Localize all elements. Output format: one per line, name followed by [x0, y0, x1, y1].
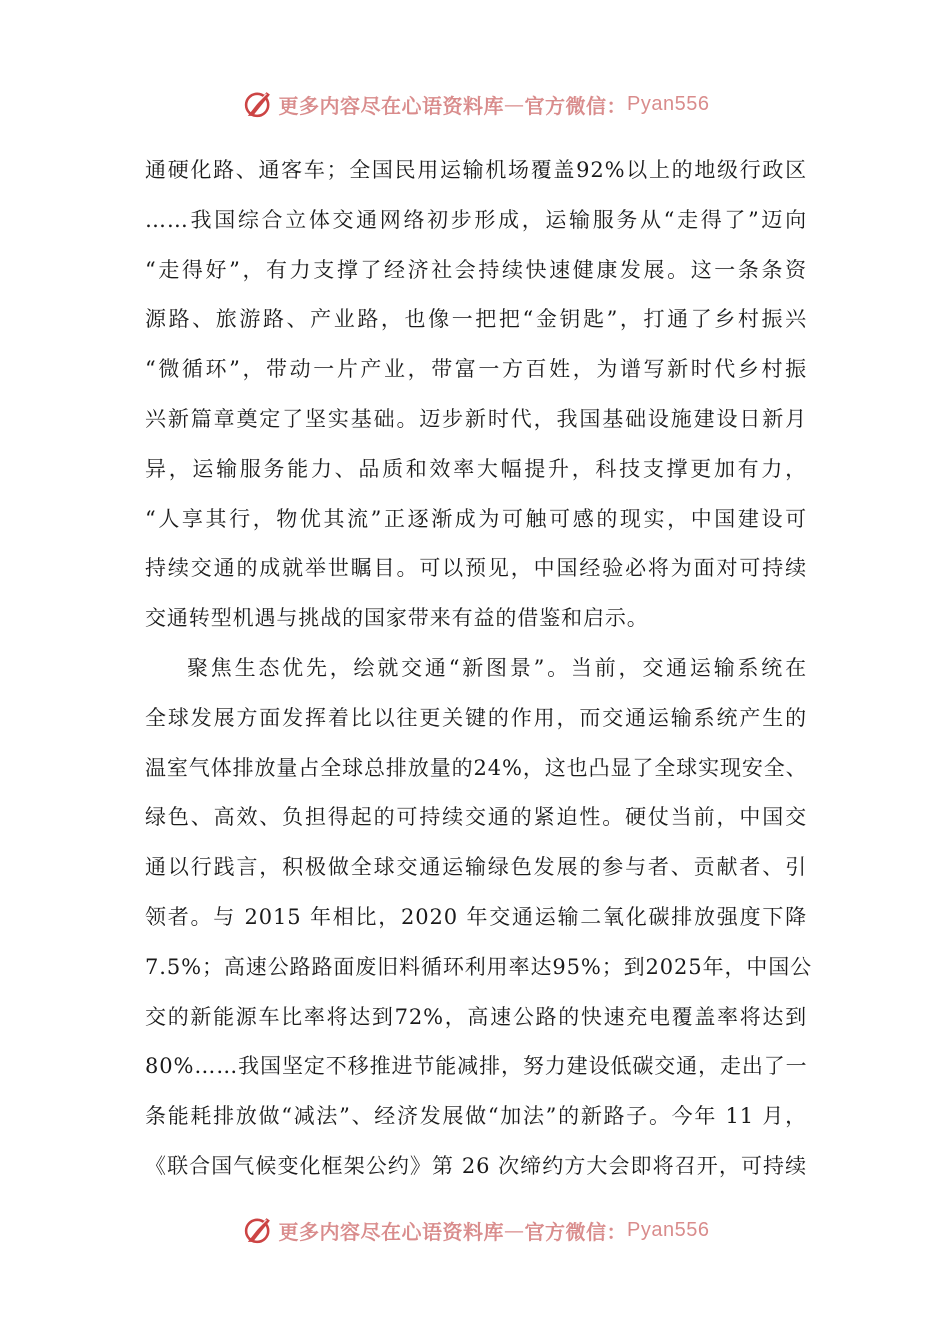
- text-line: 《联合国气候变化框架公约》第 26 次缔约方大会即将召开，可持续: [145, 1153, 807, 1178]
- text-line: “微循环”，带动一片产业，带富一方百姓，为谱写新时代乡村振: [145, 357, 807, 382]
- text-line: 兴新篇章奠定了坚实基础。迈步新时代，我国基础设施建设日新月: [145, 406, 807, 431]
- text-line: “人享其行，物优其流”正逐渐成为可触可感的现实，中国建设可: [145, 506, 807, 531]
- text-line: 通硬化路、通客车；全国民用运输机场覆盖92%以上的地级行政区: [145, 158, 807, 182]
- document-body: [145, 146, 813, 1192]
- quill-logo-icon: [241, 87, 275, 121]
- text-line: 绿色、高效、负担得起的可持续交通的紧迫性。硬仗当前，中国交: [145, 805, 807, 830]
- text-line: 领者。与 2015 年相比，2020 年交通运输二氧化碳排放强度下降: [145, 904, 807, 929]
- text-line: 7.5%；高速公路路面废旧料循环利用率达95%；到2025年，中国公: [145, 954, 813, 979]
- watermark-official-label: 官方微信：: [524, 93, 628, 118]
- watermark-wechat-id: Pyan556: [627, 92, 710, 115]
- text-line: ……我国综合立体交通网络初步形成，运输服务从“走得了”迈向: [145, 207, 807, 232]
- text-line: 源路、旅游路、产业路，也像一把把“金钥匙”，打通了乡村振兴: [145, 307, 807, 332]
- quill-logo-icon: [241, 1213, 275, 1247]
- text-line: 聚焦生态优先，绘就交通“新图景”。当前，交通运输系统在: [187, 655, 807, 680]
- text-line: 通以行践言，积极做全球交通运输绿色发展的参与者、贡献者、引: [145, 855, 807, 880]
- text-line: 条能耗排放做“减法”、经济发展做“加法”的新路子。今年 11 月，: [145, 1104, 807, 1129]
- watermark-wechat-id: Pyan556: [627, 1218, 710, 1241]
- text-line: 80%……我国坚定不移推进节能减排，努力建设低碳交通，走出了一: [145, 1054, 808, 1079]
- header-watermark: [0, 84, 950, 124]
- text-line: 交的新能源车比率将达到72%，高速公路的快速充电覆盖率将达到: [145, 1004, 807, 1029]
- text-line: “走得好”，有力支撑了经济社会持续快速健康发展。这一条条资: [145, 257, 807, 282]
- footer-watermark: [0, 1210, 950, 1250]
- text-line: 持续交通的成就举世瞩目。可以预见，中国经验必将为面对可持续: [145, 556, 807, 581]
- watermark-dash: —: [504, 92, 525, 116]
- watermark-brand: 更多内容尽在心语资料库: [278, 1219, 505, 1244]
- watermark-official-label: 官方微信：: [524, 1219, 628, 1244]
- text-line: 全球发展方面发挥着比以往更关键的作用，而交通运输系统产生的: [145, 705, 807, 730]
- watermark-brand: 更多内容尽在心语资料库: [278, 93, 505, 118]
- text-line: 交通转型机遇与挑战的国家带来有益的借鉴和启示。: [145, 606, 649, 631]
- text-line: 温室气体排放量占全球总排放量的24%，这也凸显了全球实现安全、: [145, 755, 808, 780]
- text-line: 异，运输服务能力、品质和效率大幅提升，科技支撑更加有力，: [145, 456, 807, 481]
- watermark-dash: —: [504, 1218, 525, 1242]
